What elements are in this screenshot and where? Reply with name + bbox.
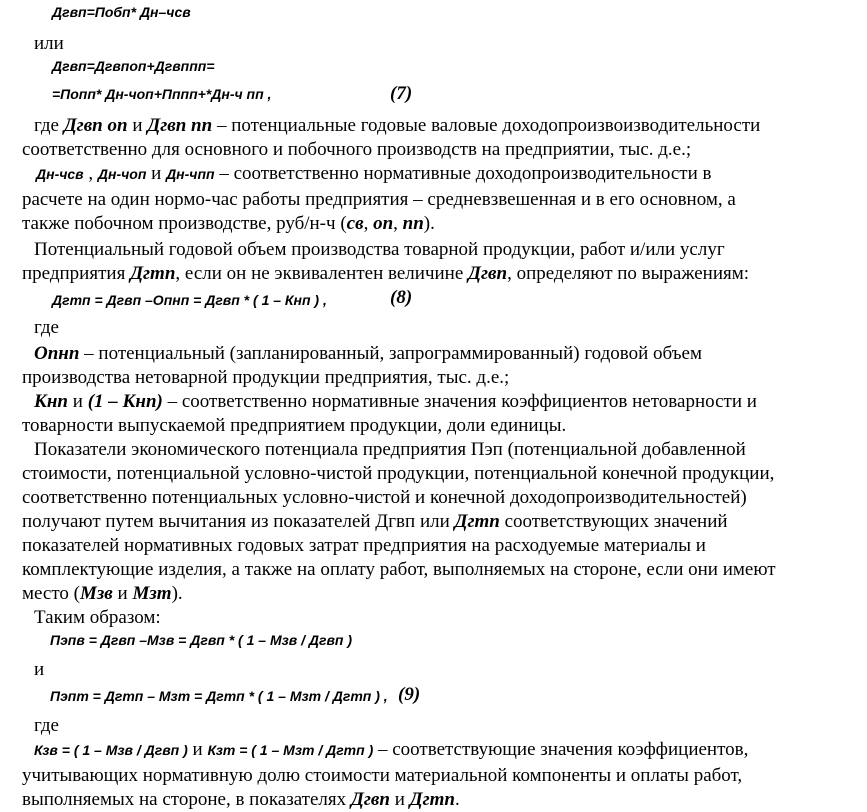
text-segment: – соответствующие значения коэффициентов,: [373, 739, 749, 760]
paragraph-line: [22, 212, 435, 236]
term-dn-chpp: Дн-чпп: [166, 166, 215, 182]
formula-kzv: Кзв = ( 1 – Мзв / Дгвп ): [34, 742, 188, 758]
text-segment: и: [389, 789, 410, 810]
text-segment: – соответственно нормативные доходопроизводительности в: [214, 163, 712, 184]
paragraph-line: [22, 262, 749, 286]
text-segment: соответствующих значений: [499, 511, 728, 532]
text-segment: также побочном производстве, руб/н-ч (: [22, 213, 347, 234]
formula-gross-sum: Дгвп=Дгвпоп+Дгвппп=: [52, 58, 215, 74]
term-dn-chsv: Дн-чсв: [36, 166, 84, 182]
term-one-minus-knp: (1 – Кнп): [87, 391, 163, 412]
text-segment: предприятия: [22, 263, 131, 284]
text-segment: получают путем вычитания из показателей Дгвп или: [22, 511, 455, 532]
paragraph-line: [34, 114, 760, 138]
text-segment: ,: [393, 213, 403, 234]
text-segment: .: [454, 789, 460, 810]
term-dn-chop: Дн-чоп: [97, 166, 147, 182]
paragraph-line: товарности выпускаемой предприятием продукции, доли единицы.: [22, 415, 567, 436]
paragraph-line: [22, 510, 728, 534]
formula-gross-output: Дгвп=Побп* Дн–чсв: [52, 4, 191, 20]
term-knp: Кнп: [34, 391, 69, 412]
paragraph-line: [34, 390, 757, 414]
formula-kzt: Кзт = ( 1 – Мзт / Дгтп ): [207, 742, 374, 758]
text-segment: выполняемых на стороне, в показателях: [22, 789, 351, 810]
paragraph-line: Показатели экономического потенциала предприятия Пэп (потенциальной добавленной: [34, 439, 746, 460]
formula-pep-gross: Пэпв = Дгвп –Мзв = Дгвп * ( 1 – Мзв / Дгвп ): [50, 632, 353, 648]
paragraph-line: показателей нормативных годовых затрат предприятия на расходуемые материалы и: [22, 535, 706, 556]
text-segment: – потенциальный (запланированный, запрограммированный) годовой объем: [79, 343, 702, 364]
equation-number-9: (9): [398, 684, 421, 705]
text-segment: , определяют по выражениям:: [507, 263, 750, 284]
text-segment: ).: [423, 213, 435, 234]
text-segment: и: [187, 739, 208, 760]
text-segment: – потенциальные годовые валовые доходопроизвоизводительности: [212, 115, 761, 136]
term-mzt: Мзт: [132, 583, 172, 604]
text-segment: , если он не эквивалентен величине: [175, 263, 469, 284]
text-segment: и: [127, 115, 148, 136]
term-op: оп: [373, 213, 394, 234]
paragraph-line: комплектующие изделия, а также на оплату работ, выполняемых на стороне, если они имеют: [22, 559, 776, 580]
text-segment: где: [34, 115, 64, 136]
text-i: и: [34, 659, 45, 680]
paragraph-line: стоимости, потенциальной условно-чистой продукции, потенциальной конечной продукции,: [22, 463, 775, 484]
text-ili: или: [34, 33, 64, 54]
term-pp: пп: [402, 213, 424, 234]
paragraph-line: [36, 162, 711, 186]
equation-number-8: (8): [390, 287, 413, 308]
formula-pep-commodity: Пэпт = Дгтп – Мзт = Дгтп * ( 1 – Мзт / Дгтп ) ,: [50, 688, 388, 704]
text-segment: ).: [171, 583, 183, 604]
text-segment: ,: [363, 213, 374, 234]
term-dgvp: Дгвп: [468, 263, 508, 284]
term-dgtp: Дгтп: [409, 789, 455, 810]
term-dgtp: Дгтп: [454, 511, 500, 532]
paragraph-line: соответственно для основного и побочного производств на предприятии, тыс. д.е.;: [22, 139, 692, 160]
paragraph-line: расчете на один нормо-час работы предприятия – средневзвешенная и в его основном, а: [22, 189, 736, 210]
equation-number-7: (7): [390, 83, 413, 104]
paragraph-line: Таким образом:: [34, 607, 161, 628]
paragraph-line: производства нетоварной продукции предприятия, тыс. д.е.;: [22, 367, 510, 388]
formula-commodity-output: Дгтп = Дгвп –Опнп = Дгвп * ( 1 – Кнп ) ,: [52, 292, 327, 308]
text-segment: и: [112, 583, 133, 604]
text-segment: место (: [22, 583, 80, 604]
formula-gross-expanded: =Попп* Дн-чоп+Пппп+*Дн-ч пп ,: [52, 86, 272, 102]
paragraph-line: [22, 582, 183, 606]
text-segment: ,: [83, 163, 98, 184]
term-mzv: Мзв: [80, 583, 113, 604]
text-gde: где: [34, 317, 59, 338]
text-gde: где: [34, 715, 59, 736]
paragraph-line: учитывающих нормативную долю стоимости материальной компоненты и оплаты работ,: [22, 765, 743, 786]
term-dgtp: Дгтп: [130, 263, 176, 284]
paragraph-line: соответственно потенциальных условно-чистой и конечной доходопроизводительностей): [22, 487, 747, 508]
text-segment: и: [68, 391, 88, 412]
term-dgvp: Дгвп: [350, 789, 390, 810]
paragraph-line: [34, 342, 702, 366]
term-dgvp-pp: Дгвп пп: [147, 115, 213, 136]
paragraph-line: [34, 738, 748, 762]
text-segment: – соответственно нормативные значения коэффициентов нетоварности и: [162, 391, 757, 412]
paragraph-line: [22, 788, 460, 812]
term-opnp: Опнп: [34, 343, 80, 364]
text-segment: и: [146, 163, 167, 184]
paragraph-line: Потенциальный годовой объем производства товарной продукции, работ и/или услуг: [34, 239, 725, 260]
term-dgvp-op: Дгвп оп: [63, 115, 128, 136]
term-sv: св: [346, 213, 364, 234]
